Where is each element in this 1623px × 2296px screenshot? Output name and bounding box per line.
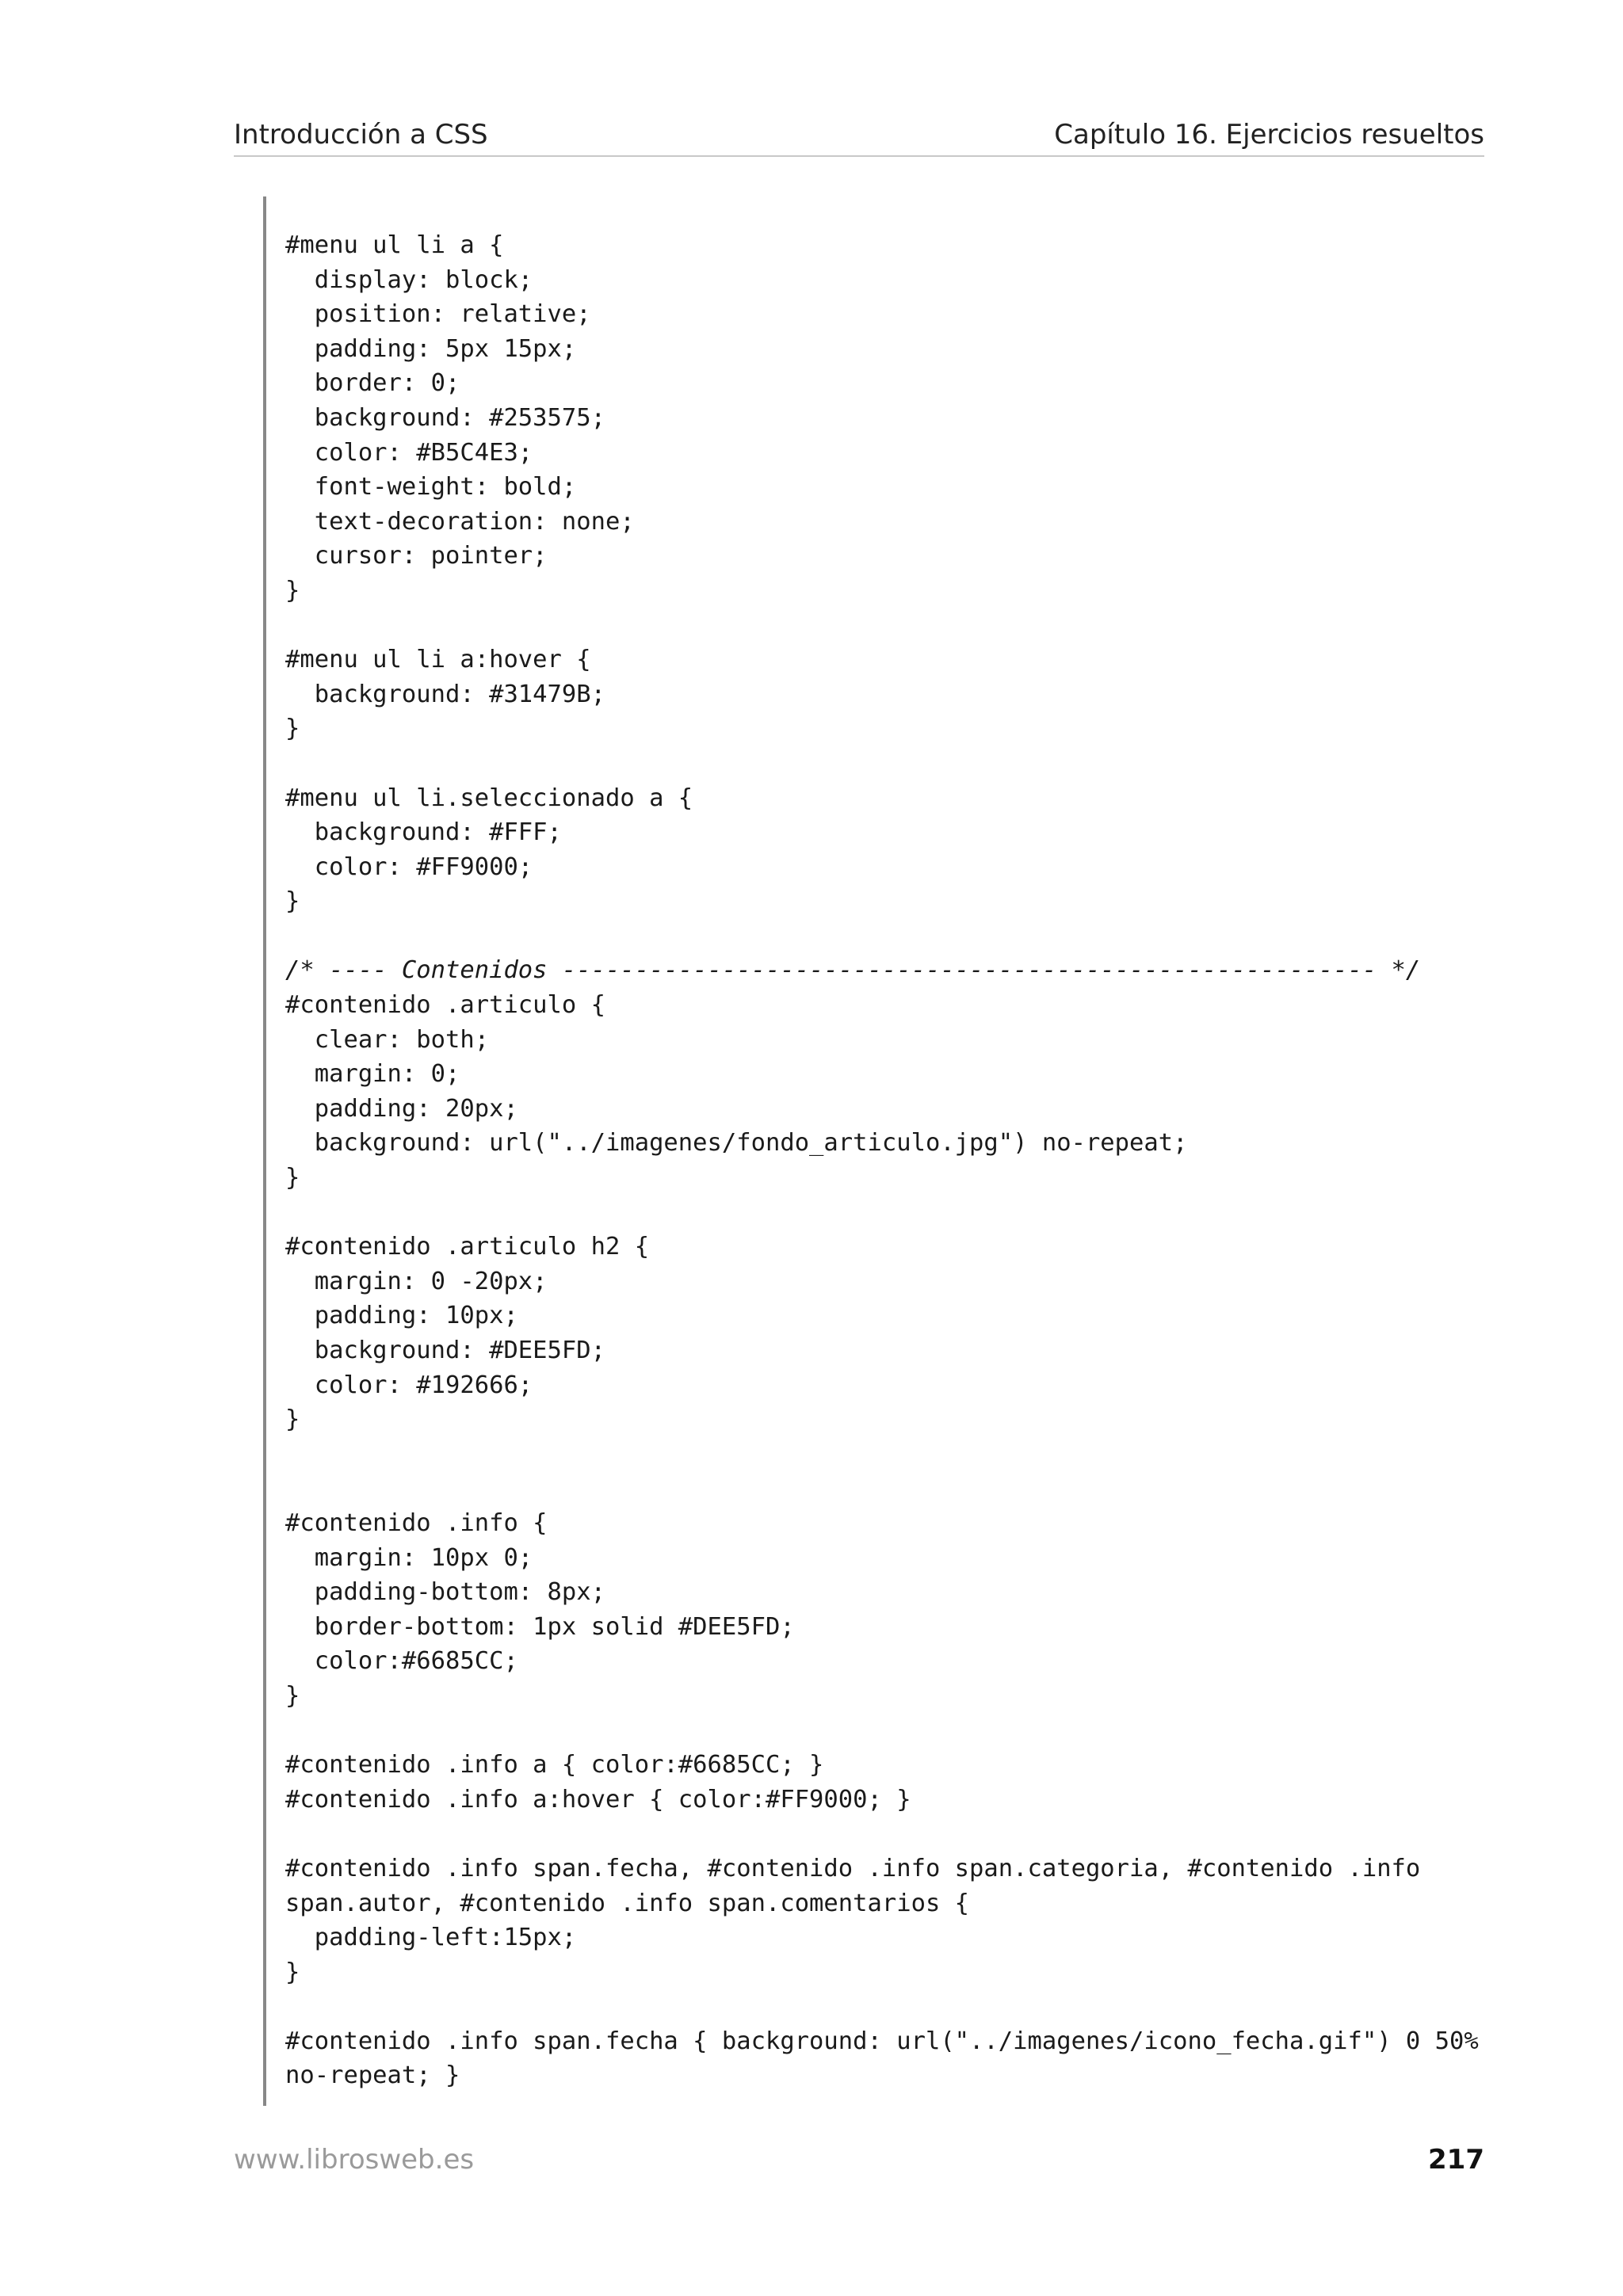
code-line: position: relative; [285,300,591,329]
code-line: #contenido .info { [285,1508,548,1537]
code-line: display: block; [285,265,533,294]
code-line: padding-bottom: 8px; [285,1578,605,1607]
code-line [285,746,1479,781]
code-line: padding: 5px 15px; [285,334,577,363]
code-line: } [285,576,300,605]
code-line: #contenido .info a:hover { color:#FF9000; } [285,1785,911,1814]
chapter-title: Capítulo 16. Ejercicios resueltos [1054,119,1484,151]
code-line: clear: both; [285,1025,490,1054]
code-line: border-bottom: 1px solid #DEE5FD; [285,1612,795,1641]
code-line: margin: 0; [285,1060,460,1089]
code-line: #contenido .articulo { [285,991,605,1020]
code-line: text-decoration: none; [285,507,635,536]
code-comment-line: /* ---- Contenidos -------------------------------------------------------- */ [285,956,1421,985]
code-listing [285,228,1479,2093]
code-line: background: #31479B; [285,680,605,708]
code-line: color: #FF9000; [285,852,533,881]
code-line: color:#6685CC; [285,1647,518,1676]
code-line: #menu ul li.seleccionado a { [285,784,693,812]
code-line: #menu ul li a:hover { [285,646,591,674]
code-line: background: #253575; [285,403,605,432]
code-line: margin: 10px 0; [285,1543,533,1572]
code-block [263,196,1479,2106]
code-line: #contenido .info span.fecha, #contenido .info span.categoria, #contenido .info [285,1854,1421,1882]
code-line: span.autor, #contenido .info span.comentarios { [285,1889,970,1917]
code-line [285,1471,1479,1506]
code-line: #contenido .info span.fecha { background: url("../imagenes/icono_fecha.gif") 0 50% [285,2027,1479,2055]
code-line: color: #192666; [285,1371,533,1399]
code-line: no-repeat; } [285,2061,460,2090]
code-line: } [285,715,300,743]
code-line: background: #DEE5FD; [285,1337,605,1364]
code-line: color: #B5C4E3; [285,438,533,467]
book-title: Introducción a CSS [234,119,488,151]
code-line [285,608,1479,643]
code-line: background: #FFF; [285,818,562,847]
code-line: } [285,1405,300,1434]
code-line: padding: 20px; [285,1094,518,1123]
code-line: #contenido .articulo h2 { [285,1233,650,1261]
code-line [285,1437,1479,1472]
code-line: background: url("../imagenes/fondo_articulo.jpg") no-repeat; [285,1129,1188,1158]
page-number: 217 [1428,2144,1484,2176]
footer-site-url: www.librosweb.es [234,2144,475,2176]
code-line: } [285,1681,300,1710]
page-footer [234,2144,1484,2183]
code-line [285,1817,1479,1852]
code-line [285,1714,1479,1749]
code-line: border: 0; [285,369,460,398]
code-line [285,1989,1479,2024]
code-line: #menu ul li a { [285,231,504,259]
code-line [285,1196,1479,1230]
code-line: padding: 10px; [285,1302,518,1330]
code-line: #contenido .info a { color:#6685CC; } [285,1751,824,1779]
page-header [234,114,1484,157]
code-line [285,919,1479,954]
code-line: } [285,1164,300,1192]
code-line: font-weight: bold; [285,473,577,502]
code-line: margin: 0 -20px; [285,1267,548,1295]
code-line: } [285,887,300,916]
code-line: } [285,1958,300,1986]
code-line: cursor: pointer; [285,542,548,570]
code-line: padding-left:15px; [285,1924,577,1952]
